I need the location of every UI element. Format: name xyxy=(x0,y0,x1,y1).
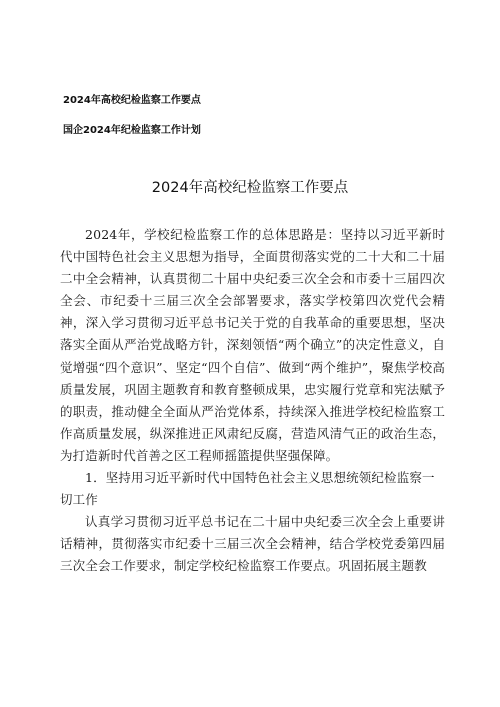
section-1-paragraph: 认真学习贯彻习近平总书记在二十届中央纪委三次全会上重要讲话精神，贯彻落实市纪委十三届三次全会精神，结合学校党委第四届三次全会工作要求，制定学校纪检监察工作要点。巩固拓展主题教 xyxy=(60,514,445,574)
intro-paragraph: 2024年，学校纪检监察工作的总体思路是：坚持以习近平新时代中国特色社会主义思想为指导，全面贯彻落实党的二十大和二十届二中全会精神，认真贯彻二十届中央纪委三次全会和市委十三届四次全会、市纪委十三届三次全会部署要求，落实学校第四次党代会精神，深入学习贯彻习近平总书记关于党的自我革命的重要思想，坚决落实全面从严治党战略方针，深刻领悟“两个确立”的决定性意义，自觉增强“四个意识”、坚定“四个自信”、做到“两个维护”，聚焦学校高质量发展，巩固主题教育和教育整顿成果，忠实履行党章和宪法赋予的职责，推动健全全面从严治党体系，持续深入推进学校纪检监察工作高质量发展，纵深推进正风肃纪反腐，营造风清气正的政治生态，为打造新时代首善之区工程师摇篮提供坚强保障。 xyxy=(60,227,445,463)
section-1-heading: 1．坚持用习近平新时代中国特色社会主义思想统领纪检监察一切工作 xyxy=(60,470,435,508)
document-title: 2024年高校纪检监察工作要点 xyxy=(151,180,349,196)
toc-link-university-plan[interactable]: 2024年高校纪检监察工作要点 xyxy=(63,95,201,106)
toc-link-soe-plan[interactable]: 国企2024年纪检监察工作计划 xyxy=(63,125,201,136)
document-body xyxy=(60,224,445,578)
